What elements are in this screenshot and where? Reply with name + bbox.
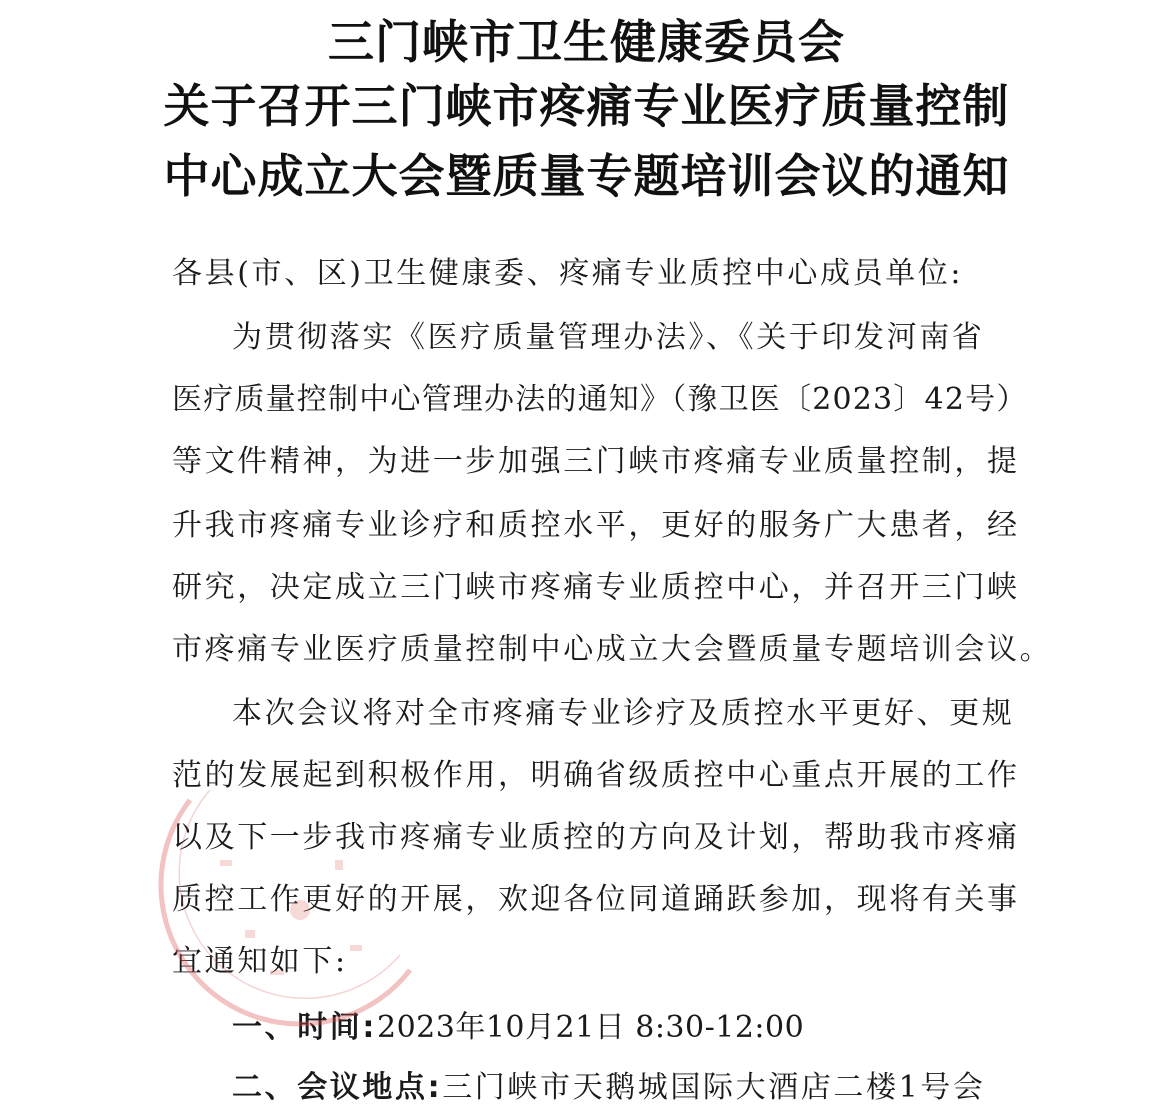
item-venue	[232, 1068, 986, 1108]
doc-title-line-2: 关于召开三门峡市疼痛专业医疗质量控制	[163, 79, 1010, 133]
item-venue-label: 二、会议地点:	[232, 1070, 443, 1105]
item-time-label: 一、时间:	[232, 1010, 377, 1045]
item-time	[232, 1008, 804, 1048]
para2-line-3: 以及下一步我市疼痛专业质控的方向及计划，帮助我市疼痛	[172, 820, 1020, 855]
para1-line-4: 升我市疼痛专业诊疗和质控水平，更好的服务广大患者，经	[172, 508, 1020, 543]
para2-line-5: 宜通知如下:	[172, 944, 348, 979]
salutation: 各县(市、区)卫生健康委、疼痛专业质控中心成员单位:	[172, 256, 964, 291]
para2-line-2: 范的发展起到积极作用，明确省级质控中心重点开展的工作	[172, 758, 1020, 793]
item-venue-value: 三门峡市天鹅城国际大酒店二楼1号会	[442, 1070, 986, 1105]
item-time-value: 2023年10月21日 8:30-12:00	[377, 1010, 805, 1045]
para1-line-5: 研究，决定成立三门峡市疼痛专业质控中心，并召开三门峡	[172, 570, 1020, 605]
para1-line-6: 市疼痛专业医疗质量控制中心成立大会暨质量专题培训会议。	[172, 632, 1053, 667]
para2-line-4: 质控工作更好的开展，欢迎各位同道踊跃参加，现将有关事	[172, 882, 1020, 917]
para1-line-3: 等文件精神，为进一步加强三门峡市疼痛专业质量控制，提	[172, 444, 1020, 479]
para1-line-2: 医疗质量控制中心管理办法的通知》（豫卫医〔2023〕42号）	[172, 382, 1028, 417]
doc-title-line-3: 中心成立大会暨质量专题培训会议的通知	[163, 149, 1010, 203]
para1-line-1: 为贯彻落实《医疗质量管理办法》、《关于印发河南省	[232, 320, 985, 355]
para2-line-1: 本次会议将对全市疼痛专业诊疗及质控水平更好、更规	[232, 696, 1015, 731]
doc-title-line-1: 三门峡市卫生健康委员会	[328, 15, 845, 69]
